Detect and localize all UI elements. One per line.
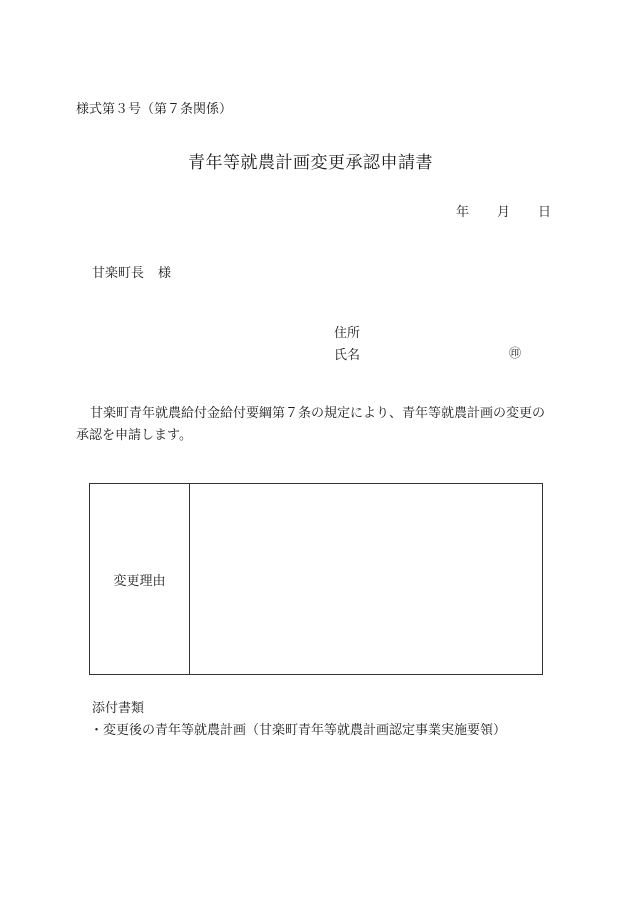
document-title: 青年等就農計画変更承認申請書 (188, 153, 433, 173)
application-statement: 甘楽町青年就農給付金給付要綱第７条の規定により、青年等就農計画の変更の承認を申請します。 (76, 406, 546, 443)
addressee-honorific: 様 (158, 266, 172, 281)
address-label: 住所 (334, 326, 361, 341)
attachments-heading: 添付書類 (92, 701, 145, 716)
form-number: 様式第３号（第７条関係） (76, 102, 233, 117)
attachment-item: ・変更後の青年等就農計画（甘楽町青年等就農計画認定事業実施要領） (90, 723, 507, 738)
name-label: 氏名 (334, 348, 361, 363)
date-year-label: 年 (456, 205, 470, 220)
change-reason-label: 変更理由 (90, 484, 190, 674)
date-day-label: 日 (538, 205, 552, 220)
change-reason-field (190, 484, 542, 674)
addressee-name: 甘楽町長 (92, 266, 145, 281)
change-reason-table (89, 483, 543, 675)
date-line (456, 201, 551, 220)
seal-mark: ㊞ (509, 346, 522, 360)
date-month-label: 月 (497, 205, 511, 220)
addressee (92, 262, 171, 281)
